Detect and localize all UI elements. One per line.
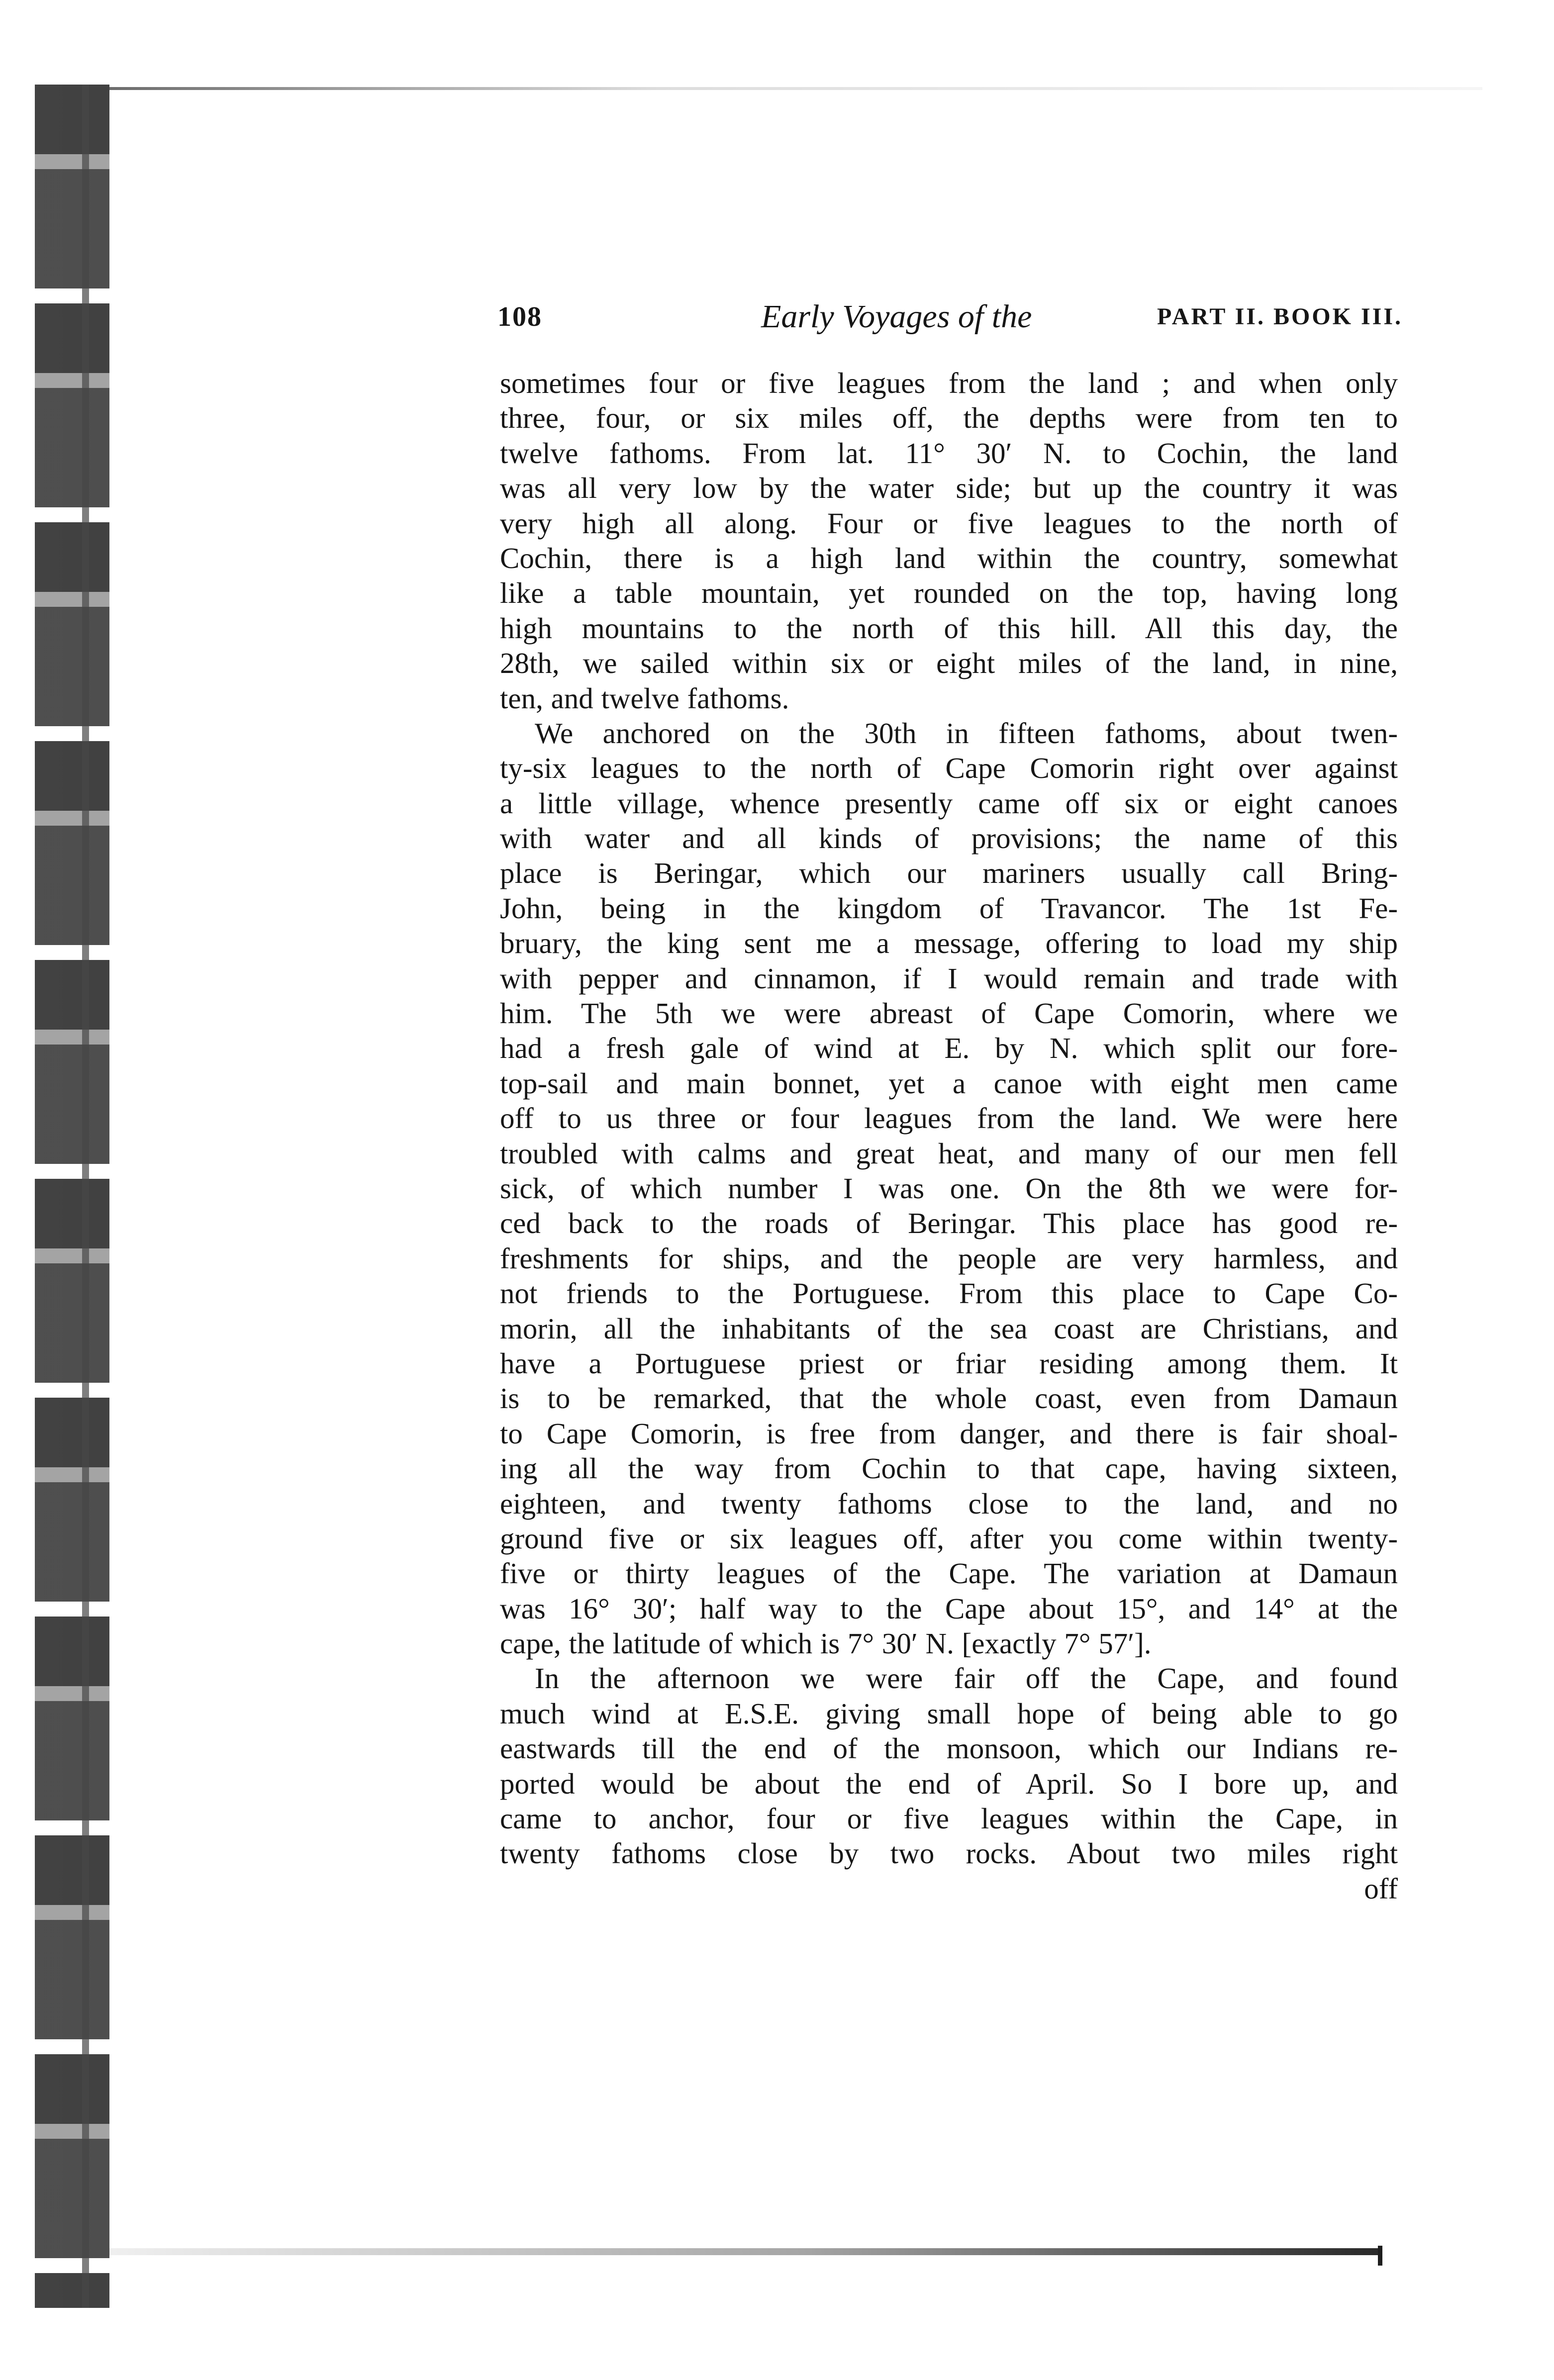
text-line: him. The 5th we were abreast of Cape Comorin, where we (500, 997, 1398, 1030)
binding-edge-shadow (35, 85, 109, 2308)
page-header (497, 298, 1403, 346)
text-line: have a Portuguese priest or friar residing among them. It (500, 1346, 1398, 1380)
text-line: off to us three or four leagues from the land. We were here (500, 1102, 1398, 1135)
text-line: not friends to the Portuguese. From this place to Cape Co- (500, 1277, 1398, 1310)
text-line: place is Beringar, which our mariners usually call Bring- (500, 857, 1398, 890)
text-line: was 16° 30′; half way to the Cape about 15°, and 14° at the (500, 1592, 1398, 1625)
text-line: In the afternoon we were fair off the Cape, and found (535, 1662, 1398, 1695)
text-line: three, four, or six miles off, the depths were from ten to (500, 401, 1398, 435)
text-line: ported would be about the end of April. So I bore up, and (500, 1767, 1398, 1800)
bottom-edge-mark (1378, 2246, 1382, 2266)
text-line: like a table mountain, yet rounded on the top, having long (500, 576, 1398, 610)
text-line: to Cape Comorin, is free from danger, and there is fair shoal- (500, 1417, 1398, 1450)
text-line: high mountains to the north of this hill. All this day, the (500, 611, 1398, 645)
text-line: eastwards till the end of the monsoon, which our Indians re- (500, 1732, 1398, 1765)
text-line: ty-six leagues to the north of Cape Comorin right over against (500, 752, 1398, 785)
page-number: 108 (497, 301, 542, 332)
text-line: ten, and twelve fathoms. (500, 681, 789, 715)
text-line: was all very low by the water side; but up the country it was (500, 472, 1398, 505)
text-line: came to anchor, four or five leagues within the Cape, in (500, 1802, 1398, 1835)
text-line: twenty fathoms close by two rocks. About two miles right (500, 1837, 1398, 1870)
running-title: Early Voyages of the (761, 298, 1032, 335)
text-line: bruary, the king sent me a message, offering to load my ship (500, 927, 1398, 960)
text-line: morin, all the inhabitants of the sea coast are Christians, and (500, 1312, 1398, 1345)
text-line: We anchored on the 30th in fifteen fathoms, about twen- (535, 716, 1398, 750)
catchword: off (1364, 1872, 1398, 1905)
part-book-heading: PART II. BOOK III. (1157, 303, 1403, 330)
text-line: very high all along. Four or five leagues to the north of (500, 506, 1398, 540)
text-line: with pepper and cinnamon, if I would remain and trade with (500, 961, 1398, 995)
text-line: much wind at E.S.E. giving small hope of being able to go (500, 1697, 1398, 1730)
text-line: Cochin, there is a high land within the country, somewhat (500, 541, 1398, 574)
text-line: sometimes four or five leagues from the land ; and when only (500, 367, 1398, 399)
text-line: ing all the way from Cochin to that cape, having sixteen, (500, 1452, 1398, 1485)
text-line: a little village, whence presently came off six or eight canoes (500, 786, 1398, 820)
text-line: ced back to the roads of Beringar. This place has good re- (500, 1207, 1398, 1240)
text-line: with water and all kinds of provisions; the name of this (500, 822, 1398, 855)
page-bottom-edge (109, 2248, 1378, 2255)
text-line: eighteen, and twenty fathoms close to the land, and no (500, 1487, 1398, 1520)
text-line: troubled with calms and great heat, and many of our men fell (500, 1137, 1398, 1170)
text-line: five or thirty leagues of the Cape. The variation at Damaun (500, 1557, 1398, 1590)
body-text (500, 366, 1398, 1906)
page-top-edge (109, 87, 1482, 90)
text-line: top-sail and main bonnet, yet a canoe with eight men came (500, 1066, 1398, 1100)
text-line: cape, the latitude of which is 7° 30′ N. [exactly 7° 57′]. (500, 1627, 1152, 1660)
text-line: twelve fathoms. From lat. 11° 30′ N. to Cochin, the land (500, 436, 1398, 470)
text-line: sick, of which number I was one. On the 8th we were for- (500, 1171, 1398, 1205)
text-line: freshments for ships, and the people are very harmless, and (500, 1241, 1398, 1275)
text-line: had a fresh gale of wind at E. by N. which split our fore- (500, 1032, 1398, 1065)
text-line: 28th, we sailed within six or eight miles of the land, in nine, (500, 647, 1398, 680)
text-line: ground five or six leagues off, after you come within twenty- (500, 1522, 1398, 1555)
text-line: John, being in the kingdom of Travancor. The 1st Fe- (500, 891, 1398, 925)
text-line: is to be remarked, that the whole coast, even from Damaun (500, 1382, 1398, 1415)
